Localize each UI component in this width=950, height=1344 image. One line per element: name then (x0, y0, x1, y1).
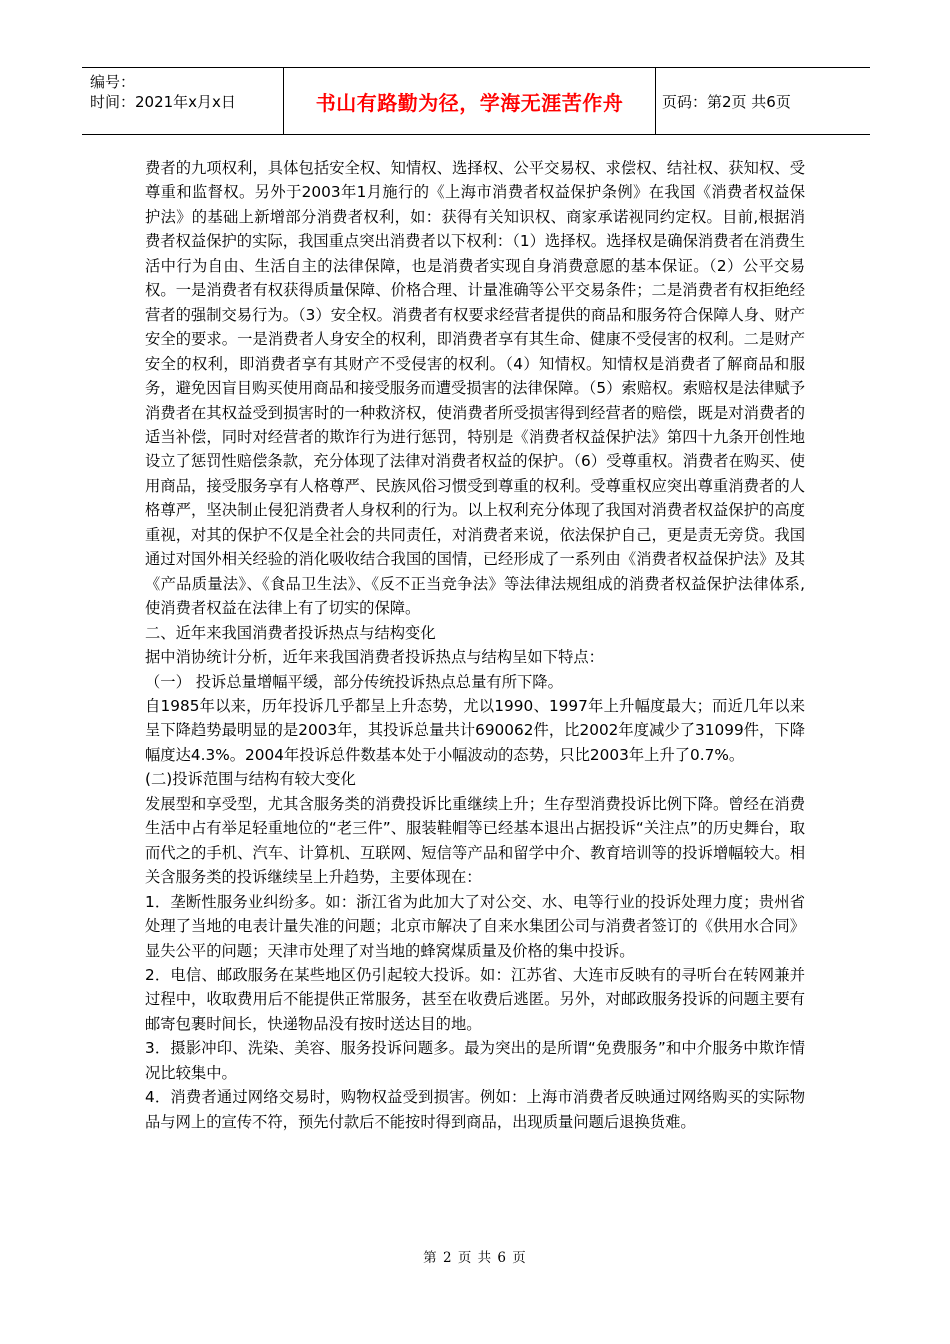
paragraph-rights: 费者的九项权利，具体包括安全权、知情权、选择权、公平交易权、求偿权、结社权、获知权、受尊重和监督权。另外于2003年1月施行的《上海市消费者权益保护条例》在我国《消费者权益保护法》的基础上新增部分消费者权利，如：获得有关知识权、商家承诺视同约定权。目前,根据消费者权益保护的实际，我国重点突出消费者以下权利：（1）选择权。选择权是确保消费者在消费生活中行为自由、生活自主的法律保障，也是消费者实现自身消费意愿的基本保证。（2）公平交易权。一是消费者有权获得质量保障、价格合理、计量准确等公平交易条件；二是消费者有权拒绝经营者的强制交易行为。（3）安全权。消费者有权要求经营者提供的商品和服务符合保障人身、财产安全的要求。一是消费者人身安全的权利，即消费者享有其生命、健康不受侵害的权利。二是财产安全的权利，即消费者享有其财产不受侵害的权利。（4）知情权。知情权是消费者了解商品和服务，避免因盲目购买使用商品和接受服务而遭受损害的法律保障。（5）索赔权。索赔权是法律赋予消费者在其权益受到损害时的一种救济权，使消费者所受损害得到经营者的赔偿，既是对消费者的适当补偿，同时对经营者的欺诈行为进行惩罚，特别是《消费者权益保护法》第四十九条开创性地设立了惩罚性赔偿条款，充分体现了法律对消费者权益的保护。（6）受尊重权。消费者在购买、使用商品，接受服务享有人格尊严、民族风俗习惯受到尊重的权利。受尊重权应突出尊重消费者的人格尊严，坚决制止侵犯消费者人身权利的行为。以上权利充分体现了我国对消费者权益保护的高度重视，对其的保护不仅是全社会的共同责任，对消费者来说，依法保护自己，更是责无旁贷。我国通过对国外相关经验的消化吸收结合我国的国情，已经形成了一系列由《消费者权益保护法》及其《产品质量法》、《食品卫生法》、《反不正当竞争法》等法律法规组成的消费者权益保护法律体系,使消费者权益在法律上有了切实的保障。 (145, 159, 805, 618)
list-item-1: 1．垄断性服务业纠纷多。如：浙江省为此加大了对公交、水、电等行业的投诉处理力度；贵州省处理了当地的电表计量失准的问题；北京市解决了自来水集团公司与消费者签订的《供用水合同》显失公平的问题；天津市处理了对当地的蜂窝煤质量及价格的集中投诉。 (145, 892, 805, 960)
page-code: 页码：第2页 共6页 (662, 92, 791, 111)
list-item-4: 4．消费者通过网络交易时，购物权益受到损害。例如：上海市消费者反映通过网络购买的实际物品与网上的宣传不符，预先付款后不能按时得到商品，出现质量问题后退换货难。 (145, 1088, 805, 1131)
header-page-cell (656, 68, 870, 134)
paragraph-intro: 据中消协统计分析，近年来我国消费者投诉热点与结构呈如下特点： (145, 648, 604, 667)
subheading-1: （一） 投诉总量增幅平缓，部分传统投诉热点总量有所下降。 (145, 672, 563, 691)
header-motto-cell (284, 68, 656, 134)
section-heading-2: 二、近年来我国消费者投诉热点与结构变化 (145, 623, 436, 642)
list-item-3: 3．摄影冲印、洗染、美容、服务投诉问题多。最为突出的是所谓“免费服务”和中介服务中欺诈情况比较集中。 (145, 1039, 805, 1082)
motto-text: 书山有路勤为径，学海无涯苦作舟 (315, 90, 624, 115)
doc-number-label: 编号： (90, 73, 136, 91)
time-label: 时间：2021年x月x日 (90, 93, 236, 111)
paragraph-structure-change: 发展型和享受型，尤其含服务类的消费投诉比重继续上升；生存型消费投诉比例下降。曾经在消费生活中占有举足轻重地位的“老三件”、服装鞋帽等已经基本退出占据投诉“关注点”的历史舞台，取而代之的手机、汽车、计算机、互联网、短信等产品和留学中介、教育培训等的投诉增幅较大。相关含服务类的投诉继续呈上升趋势，主要体现在： (145, 794, 805, 887)
document-body (145, 156, 805, 1134)
header-meta-cell (82, 68, 284, 134)
page-header (82, 67, 870, 135)
list-item-2: 2．电信、邮政服务在某些地区仍引起较大投诉。如：江苏省、大连市反映有的寻听台在转网兼并过程中，收取费用后不能提供正常服务，甚至在收费后逃匿。另外，对邮政服务投诉的问题主要有邮寄包裹时间长，快递物品没有按时送达目的地。 (145, 965, 805, 1033)
subheading-2: (二)投诉范围与结构有较大变化 (145, 770, 356, 789)
page-footer: 第 2 页 共 6 页 (423, 1250, 527, 1266)
paragraph-complaint-totals: 自1985年以来，历年投诉几乎都呈上升态势，尤以1990、1997年上升幅度最大；而近几年以来呈下降趋势最明显的是2003年，其投诉总量共计690062件，比2002年度减少了31099件，下降幅度达4.3%。2004年投诉总件数基本处于小幅波动的态势，只比2003年上升了0.7%。 (145, 696, 805, 764)
